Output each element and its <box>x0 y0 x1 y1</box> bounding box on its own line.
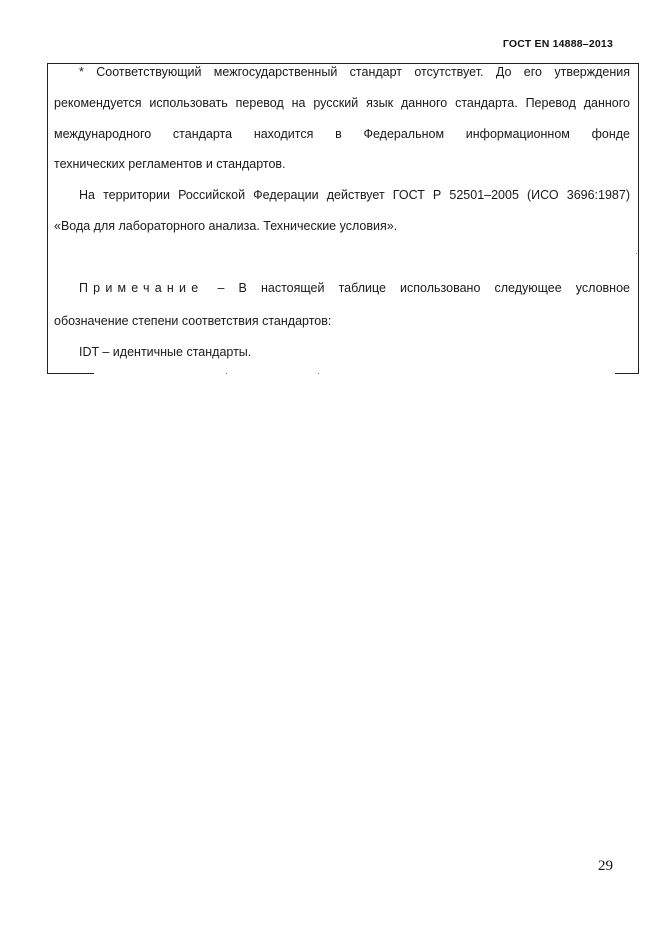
footnote-line-1: * Соответствующий межгосударственный стандарт отсутствует. До его утверждения <box>79 65 630 79</box>
document-code-header: ГОСТ EN 14888–2013 <box>502 38 613 50</box>
note-line-3: IDT – идентичные стандарты. <box>79 345 252 359</box>
table-frame-bottom-left <box>47 373 94 374</box>
footnote-line-3: международного стандарта находится в Федеральном информационном фонде <box>54 127 630 141</box>
page-number: 29 <box>598 858 613 874</box>
scan-artifact-dot <box>636 253 637 254</box>
footnote-line-4: технических регламентов и стандартов. <box>54 157 286 171</box>
footnote-line-2: рекомендуется использовать перевод на русский язык данного стандарта. Перевод данного <box>54 96 630 110</box>
footnote-line-6: «Вода для лабораторного анализа. Технические условия». <box>54 219 398 233</box>
footnote-line-5: На территории Российской Федерации действует ГОСТ Р 52501–2005 (ИСО 3696:1987) <box>79 188 630 202</box>
note-line-1 <box>54 280 630 296</box>
note-line-1-text: – В настоящей таблице использовано следующее условное <box>217 281 630 295</box>
table-frame-bottom-right <box>615 373 639 374</box>
scan-artifact-dot <box>318 373 319 374</box>
note-label: Примечание <box>79 281 204 295</box>
note-line-2: обозначение степени соответствия стандартов: <box>54 314 332 328</box>
scan-artifact-dot <box>226 373 227 374</box>
